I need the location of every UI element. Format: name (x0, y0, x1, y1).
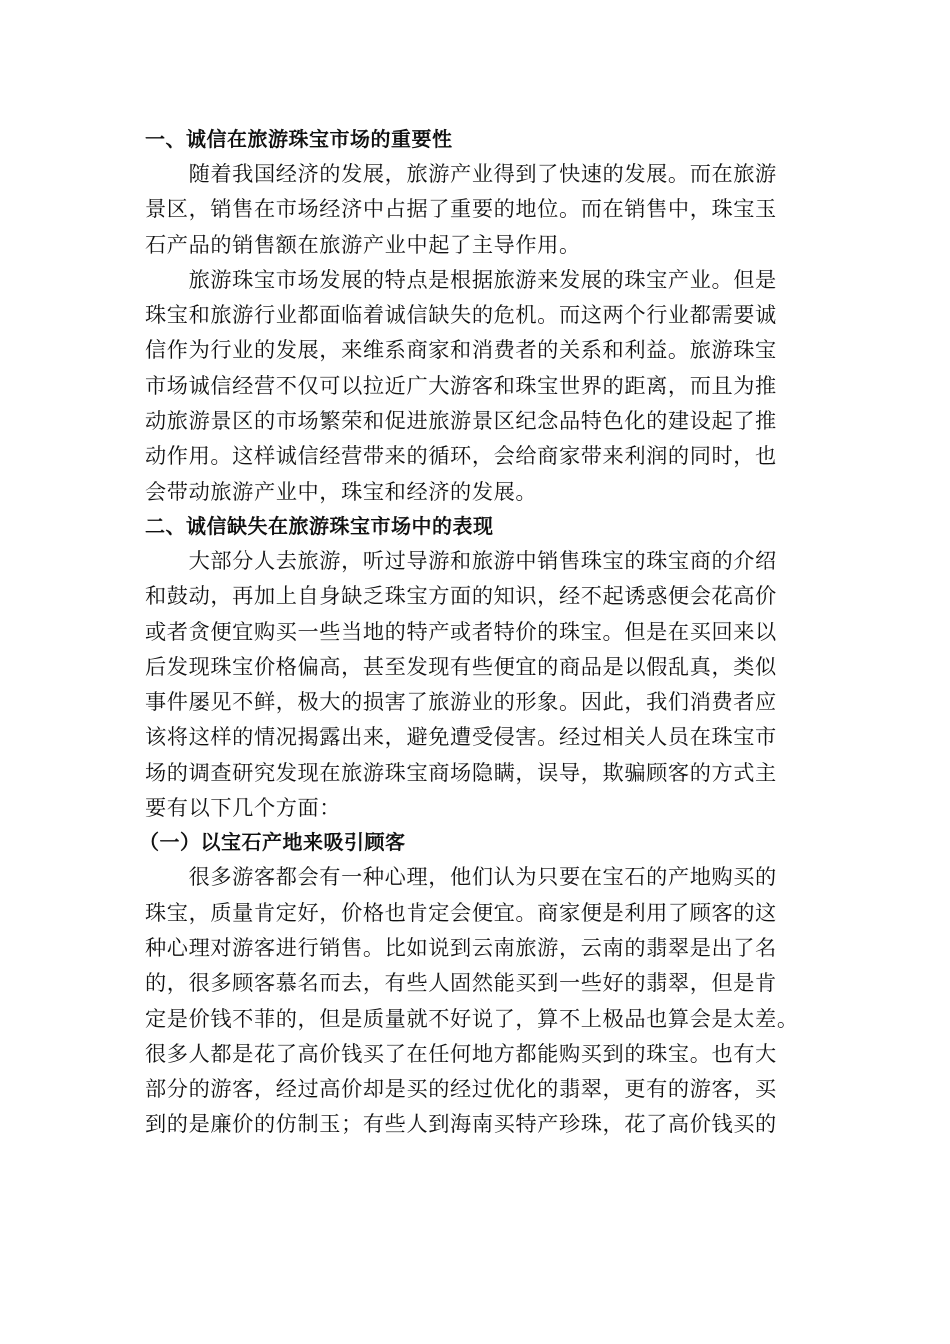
text-line: 后发现珠宝价格偏高，甚至发现有些便宜的商品是以假乱真，类似 (145, 653, 777, 679)
text-line: 到的是廉价的仿制玉；有些人到海南买特产珍珠，花了高价钱买的 (145, 1111, 777, 1137)
text-line: 和鼓动，再加上自身缺乏珠宝方面的知识，经不起诱惑便会花高价 (145, 583, 777, 609)
text-line: 信作为行业的发展，来维系商家和消费者的关系和利益。旅游珠宝 (145, 337, 777, 363)
text-line: 市场诚信经营不仅可以拉近广大游客和珠宝世界的距离，而且为推 (145, 372, 777, 398)
text-line: 种心理对游客进行销售。比如说到云南旅游，云南的翡翠是出了名 (145, 934, 777, 960)
subsection-heading-1: （一）以宝石产地来吸引顾客 (139, 830, 406, 855)
text-line: 的，很多顾客慕名而去，有些人固然能买到一些好的翡翠，但是肯 (145, 970, 777, 996)
section-heading-2: 二、诚信缺失在旅游珠宝市场中的表现 (145, 513, 494, 538)
text-line: 随着我国经济的发展，旅游产业得到了快速的发展。而在旅游 (145, 161, 777, 186)
text-line: 珠宝和旅游行业都面临着诚信缺失的危机。而这两个行业都需要诚 (145, 302, 777, 328)
text-line: 很多游客都会有一种心理，他们认为只要在宝石的产地购买的 (145, 864, 777, 890)
text-line: 定是价钱不菲的，但是质量就不好说了，算不上极品也算会是太差。 (145, 1005, 799, 1031)
paragraph (145, 859, 815, 1141)
paragraph (145, 156, 815, 262)
text-line: 动作用。这样诚信经营带来的循环，会给商家带来利润的同时，也 (145, 443, 777, 469)
section-heading-1: 一、诚信在旅游珠宝市场的重要性 (145, 127, 453, 151)
text-line: 或者贪便宜购买一些当地的特产或者特价的珠宝。但是在买回来以 (145, 618, 777, 644)
text-line: 旅游珠宝市场发展的特点是根据旅游来发展的珠宝产业。但是 (145, 266, 777, 292)
document-body (139, 122, 815, 1142)
text-line: 景区，销售在市场经济中占据了重要的地位。而在销售中，珠宝玉 (145, 196, 777, 222)
text-line: 石产品的销售额在旅游产业中起了主导作用。 (145, 231, 581, 257)
text-line: 场的调查研究发现在旅游珠宝商场隐瞒，误导，欺骗顾客的方式主 (145, 759, 777, 785)
text-line: 动旅游景区的市场繁荣和促进旅游景区纪念品特色化的建设起了推 (145, 408, 777, 434)
text-line: 事件屡见不鲜，极大的损害了旅游业的形象。因此，我们消费者应 (145, 689, 777, 715)
text-line: 很多人都是花了高价钱买了在任何地方都能购买到的珠宝。也有大 (145, 1040, 777, 1066)
text-line: 部分的游客，经过高价却是买的经过优化的翡翠，更有的游客，买 (145, 1076, 777, 1102)
paragraph (145, 262, 815, 509)
text-line: 会带动旅游产业中，珠宝和经济的发展。 (145, 478, 538, 504)
text-line: 要有以下几个方面： (145, 795, 342, 821)
text-line: 珠宝，质量肯定好，价格也肯定会便宜。商家便是利用了顾客的这 (145, 899, 777, 925)
text-line: 大部分人去旅游，听过导游和旅游中销售珠宝的珠宝商的介绍 (145, 547, 777, 573)
text-line: 该将这样的情况揭露出来，避免遭受侵害。经过相关人员在珠宝市 (145, 724, 777, 750)
paragraph (145, 543, 815, 825)
